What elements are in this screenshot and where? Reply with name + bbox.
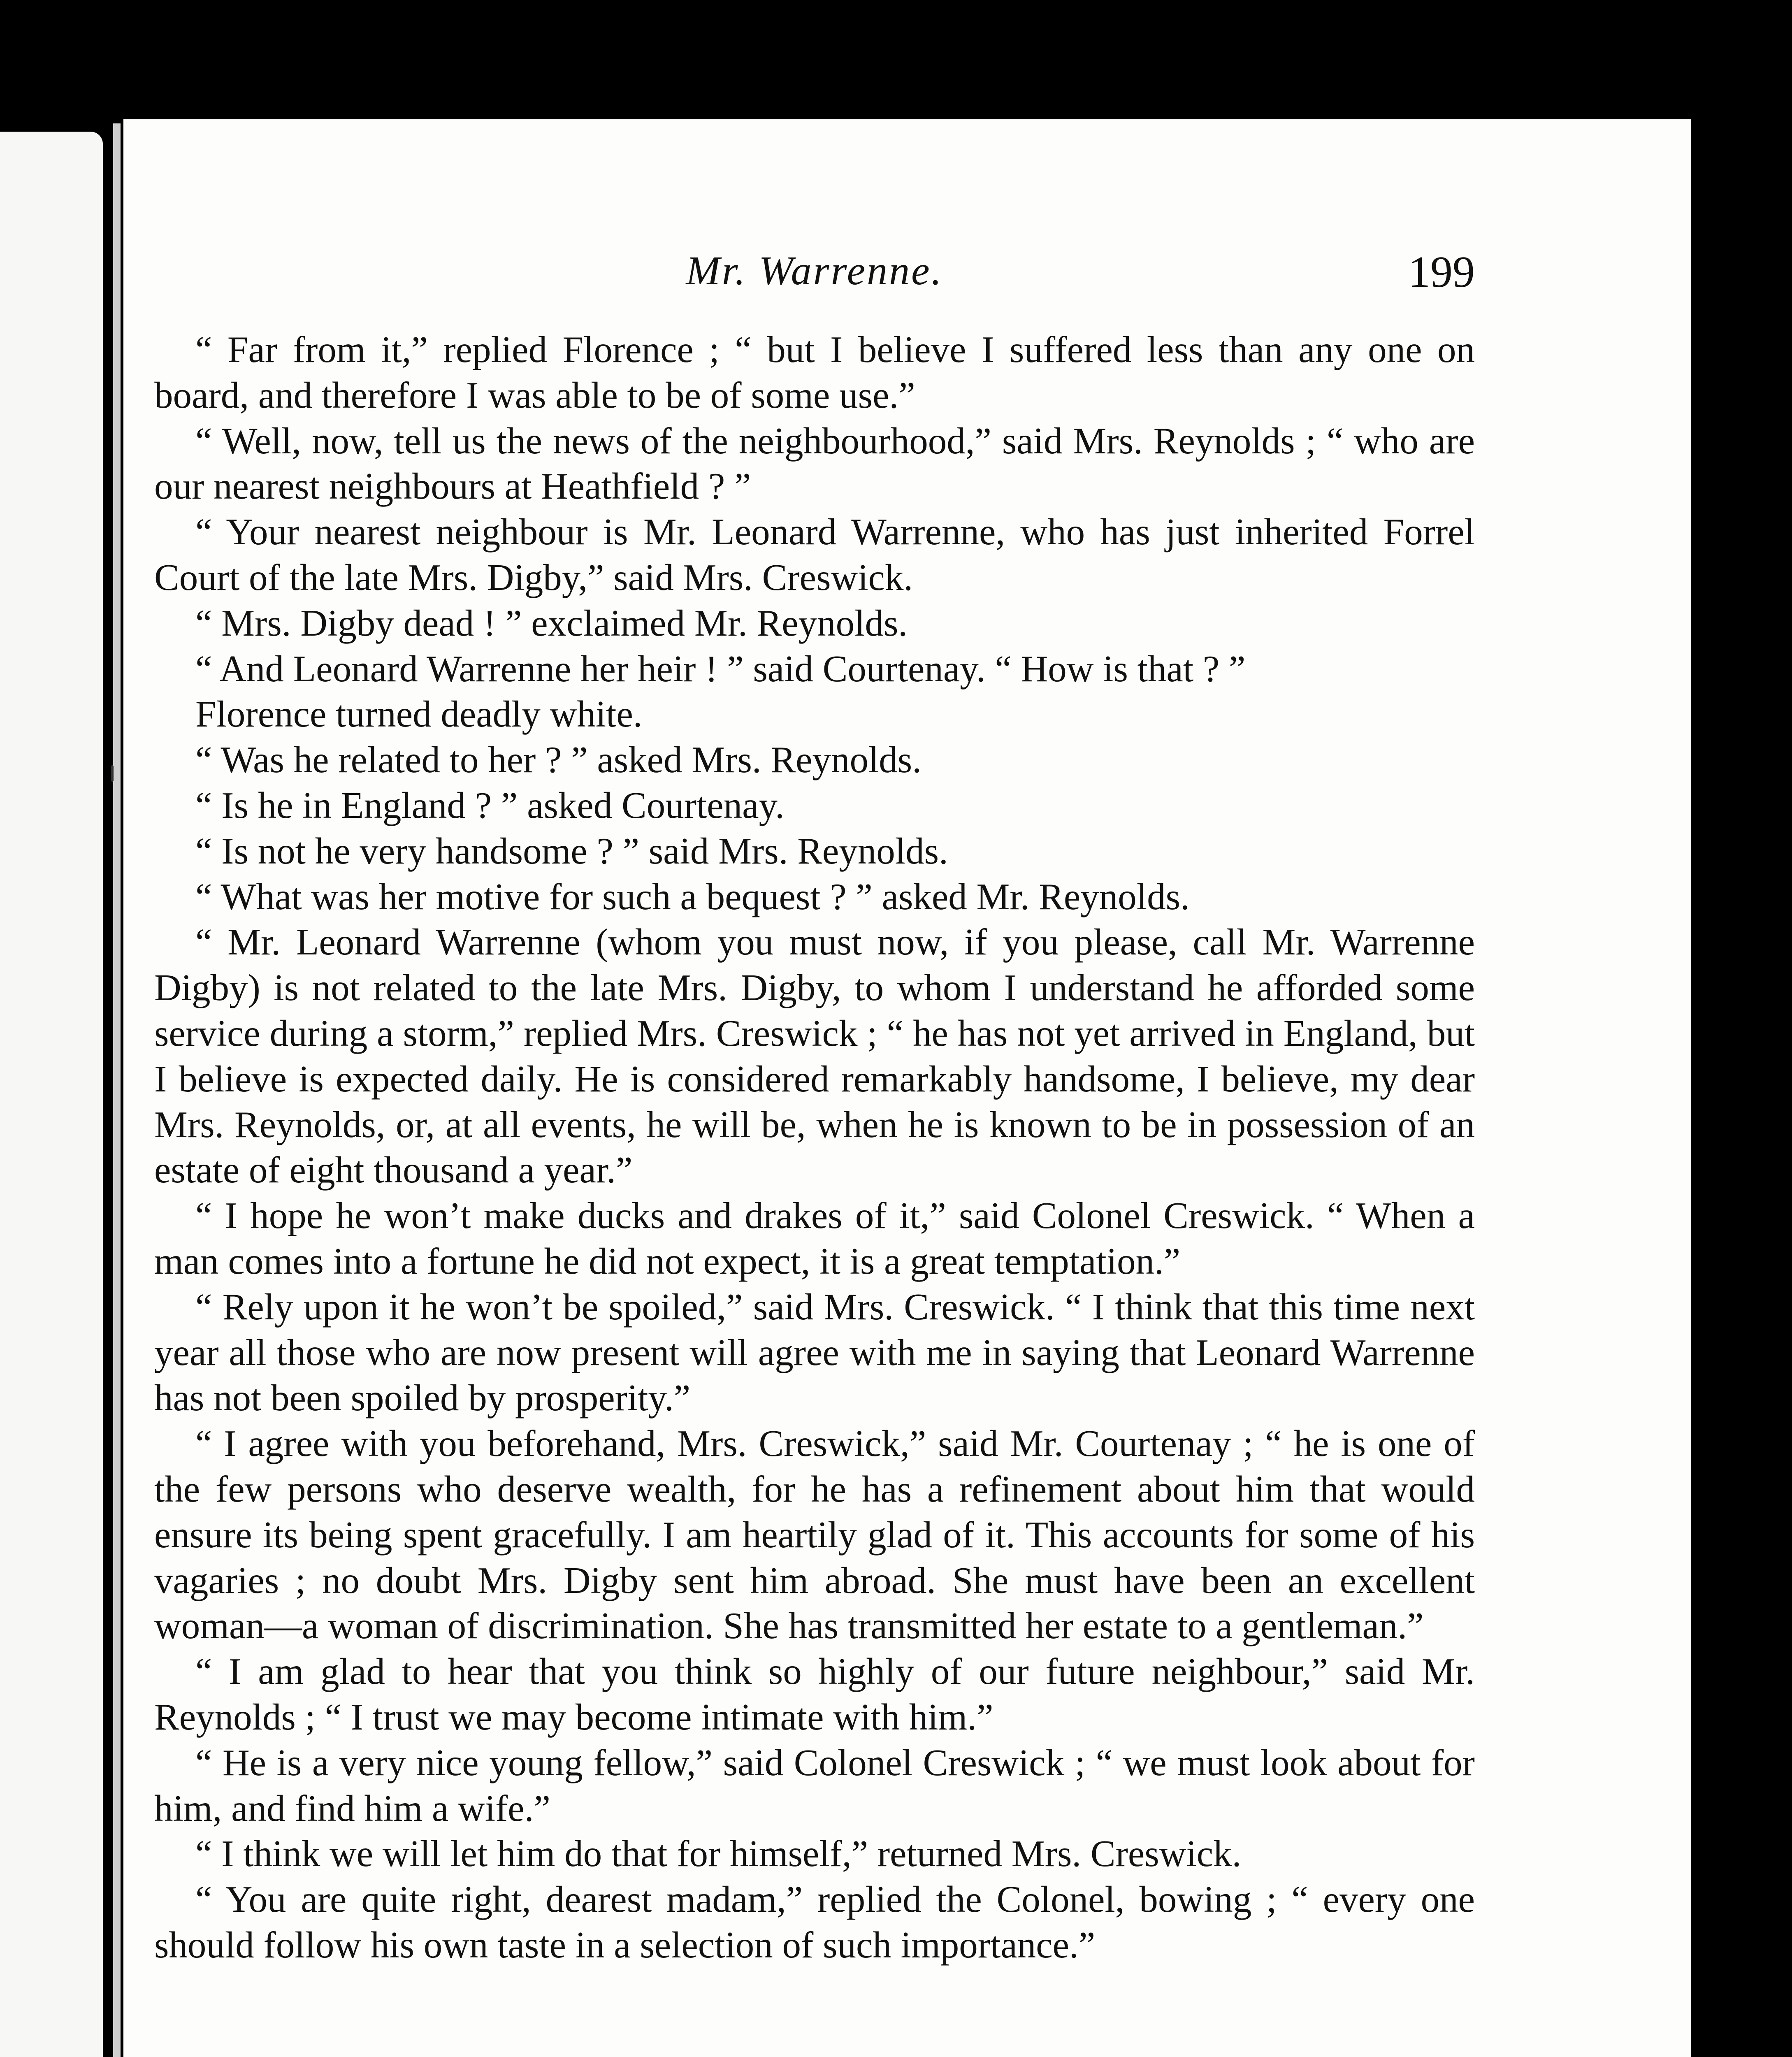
paragraph: “ Far from it,” replied Florence ; “ but I believe I suffered less than any one on board, and therefore I was able to be of some use.” [154, 329, 1475, 416]
running-head [154, 247, 1475, 300]
paragraph: “ Is he in England ? ” asked Courtenay. [195, 784, 785, 826]
paragraph: “ I think we will let him do that for himself,” returned Mrs. Creswick. [195, 1833, 1242, 1875]
paragraph: “ Your nearest neighbour is Mr. Leonard Warrenne, who has just inherited Forrel Court of the late Mrs. Digby,” said Mrs. Creswick. [154, 511, 1475, 598]
page-gutter [113, 123, 121, 2057]
page-number: 199 [1408, 248, 1475, 297]
paragraph: “ What was her motive for such a bequest ? ” asked Mr. Reynolds. [195, 875, 1190, 917]
paragraph: “ I hope he won’t make ducks and drakes of it,” said Colonel Creswick. “ When a man comes into a fortune he did not expect, it is a great temptation.” [154, 1195, 1475, 1282]
paragraph: “ Mrs. Digby dead ! ” exclaimed Mr. Reynolds. [195, 602, 908, 644]
paragraph: “ Mr. Leonard Warrenne (whom you must now, if you please, call Mr. Warrenne Digby) is not related to the late Mrs. Digby, to whom I understand he afforded some service during a storm,” replied Mrs. Creswick ; “ he has not yet arrived in England, but I believe is expected daily. He is considered remarkably handsome, I believe, my dear Mrs. Reynolds, or, at all events, he will be, when he is known to be in possession of an estate of eight thousand a year.” [154, 921, 1475, 1191]
paragraph: “ And Leonard Warrenne her heir ! ” said Courtenay. “ How is that ? ” [195, 648, 1246, 690]
facing-page-edge [0, 132, 103, 2057]
body-text [154, 327, 1475, 1968]
paragraph: “ I am glad to hear that you think so highly of our future neighbour,” said Mr. Reynolds ; “ I trust we may become intimate with him.” [154, 1651, 1475, 1738]
paragraph: Florence turned deadly white. [195, 693, 643, 735]
paragraph: “ Rely upon it he won’t be spoiled,” said Mrs. Creswick. “ I think that this time next year all those who are now present will agree with me in saying that Leonard Warrenne has not been spoiled by prosperity.” [154, 1286, 1475, 1419]
paragraph: “ Well, now, tell us the news of the neighbourhood,” said Mrs. Reynolds ; “ who are our nearest neighbours at Heathfield ? ” [154, 420, 1475, 507]
running-title: Mr. Warrenne. [686, 248, 943, 293]
paragraph: “ He is a very nice young fellow,” said Colonel Creswick ; “ we must look about for him, and find him a wife.” [154, 1741, 1475, 1829]
paragraph: “ You are quite right, dearest madam,” replied the Colonel, bowing ; “ every one should follow his own taste in a selection of such importance.” [154, 1878, 1475, 1966]
paragraph: “ Was he related to her ? ” asked Mrs. Reynolds. [195, 739, 922, 781]
paragraph: “ I agree with you beforehand, Mrs. Creswick,” said Mr. Courtenay ; “ he is one of the few persons who deserve wealth, for he has a refinement about him that would ensure its being spent gracefully. I am heartily glad of it. This accounts for some of his vagaries ; no doubt Mrs. Digby sent him abroad. She must have been an excellent woman—a woman of discrimination. She has transmitted her estate to a gentleman.” [154, 1423, 1475, 1647]
paragraph: “ Is not he very handsome ? ” said Mrs. Reynolds. [195, 830, 948, 872]
